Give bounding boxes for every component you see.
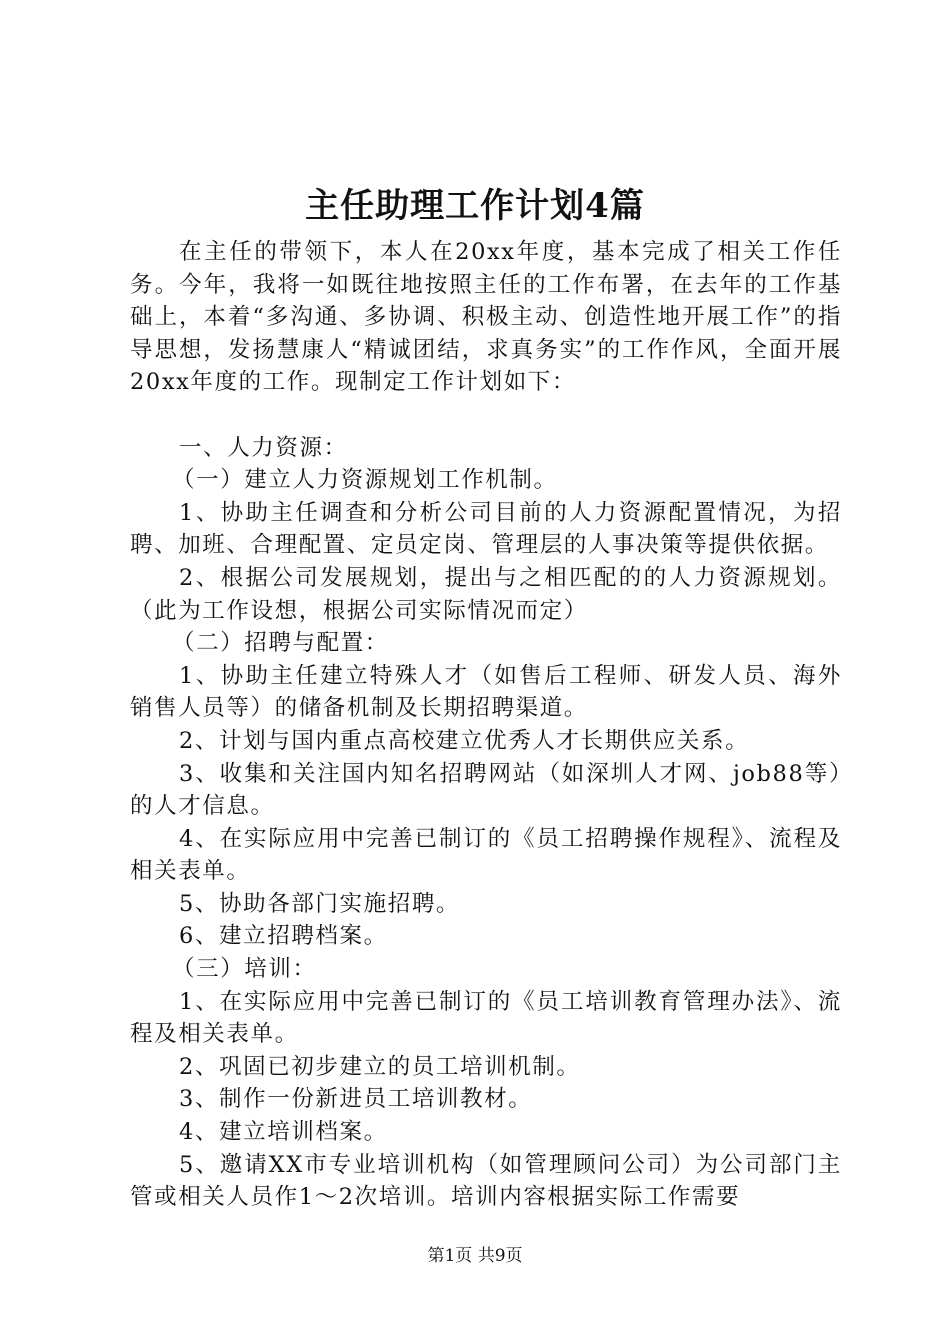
list-item: 2、计划与国内重点高校建立优秀人才长期供应关系。	[179, 727, 750, 754]
list-item: 5、邀请XX市专业培训机构（如管理顾问公司）为公司部门主管或相关人员作1～2次培训。培训内容根据实际工作需要	[130, 1151, 842, 1211]
subsection-heading: （二）招聘与配置：	[172, 630, 389, 657]
list-item: 5、协助各部门实施招聘。	[179, 890, 461, 917]
subsection-heading: （三）培训：	[172, 956, 317, 983]
subsection-heading: （一）建立人力资源规划工作机制。	[172, 467, 558, 494]
list-item: 6、建立招聘档案。	[179, 923, 388, 950]
document-body	[130, 236, 842, 1214]
document-title: 主任助理工作计划4篇	[305, 186, 645, 226]
list-item: 2、根据公司发展规划，提出与之相匹配的的人力资源规划。（此为工作设想，根据公司实际情况而定）	[130, 564, 842, 624]
list-item: 4、在实际应用中完善已制订的《员工招聘操作规程》、流程及相关表单。	[130, 825, 842, 885]
list-item: 1、协助主任调查和分析公司目前的人力资源配置情况，为招聘、加班、合理配置、定员定岗、管理层的人事决策等提供依据。	[130, 499, 842, 559]
page-footer: 第1页 共9页	[427, 1246, 523, 1266]
intro-paragraph: 在主任的带领下，本人在20xx年度，基本完成了相关工作任务。今年，我将一如既往地按照主任的工作布署，在去年的工作基础上，本着“多沟通、多协调、积极主动、创造性地开展工作”的指导思想，发扬慧康人“精诚团结，求真务实”的工作作风，全面开展20xx年度的工作。现制定工作计划如下：	[130, 239, 842, 396]
list-item: 4、建立培训档案。	[179, 1119, 388, 1146]
paragraph-spacer	[130, 399, 842, 432]
list-item: 2、巩固已初步建立的员工培训机制。	[179, 1053, 581, 1080]
list-item: 1、在实际应用中完善已制订的《员工培训教育管理办法》、流程及相关表单。	[130, 988, 842, 1048]
list-item: 1、协助主任建立特殊人才（如售后工程师、研发人员、海外销售人员等）的储备机制及长期招聘渠道。	[130, 662, 842, 722]
section-heading-hr: 一、人力资源：	[179, 434, 348, 461]
list-item: 3、制作一份新进员工培训教材。	[179, 1086, 533, 1113]
list-item: 3、收集和关注国内知名招聘网站（如深圳人才网、job88等）的人才信息。	[130, 760, 842, 820]
